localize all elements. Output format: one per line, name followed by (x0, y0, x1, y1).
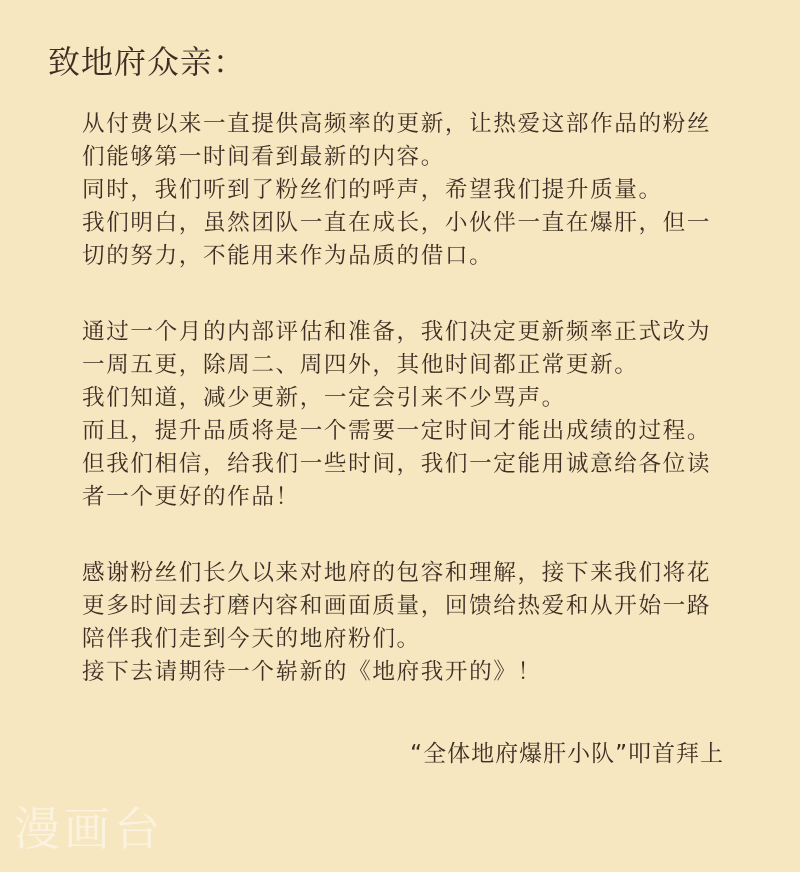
paragraph-line: 更多时间去打磨内容和画面质量，回馈给热爱和从开始一路 (82, 593, 712, 619)
paragraph-line: 我们知道，减少更新，一定会引来不少骂声。 (82, 385, 566, 411)
paragraph-line: 同时，我们听到了粉丝们的呼声，希望我们提升质量。 (82, 177, 663, 203)
paragraph-line: 切的努力，不能用来作为品质的借口。 (82, 243, 494, 269)
paragraph (82, 557, 742, 689)
paragraph-line: 感谢粉丝们长久以来对地府的包容和理解，接下来我们将花 (82, 560, 712, 586)
paragraph-line: 者一个更好的作品！ (82, 484, 300, 510)
paragraph-line: 但我们相信，给我们一些时间，我们一定能用诚意给各位读 (82, 451, 712, 477)
paragraph-line: 我们明白，虽然团队一直在成长，小伙伴一直在爆肝，但一 (82, 210, 712, 236)
paragraph-line: 一周五更，除周二、周四外，其他时间都正常更新。 (82, 352, 639, 378)
letter-body (82, 108, 742, 689)
paragraph (82, 108, 742, 273)
paragraph-line: 接下去请期待一个崭新的《地府我开的》！ (82, 659, 542, 685)
paragraph (82, 316, 742, 514)
paragraph-line: 从付费以来一直提供高频率的更新，让热爱这部作品的粉丝 (82, 111, 712, 137)
paragraph-line: 们能够第一时间看到最新的内容。 (82, 144, 445, 170)
paragraph-spacer (82, 273, 742, 316)
paragraph-line: 而且，提升品质将是一个需要一定时间才能出成绩的过程。 (82, 418, 712, 444)
salutation: 致地府众亲： (48, 43, 247, 81)
watermark-logo: 漫画台 (14, 802, 164, 856)
signature: “全体地府爆肝小队”叩首拜上 (410, 741, 724, 767)
paragraph-spacer (82, 514, 742, 557)
paragraph-line: 陪伴我们走到今天的地府粉们。 (82, 626, 421, 652)
paragraph-line: 通过一个月的内部评估和准备，我们决定更新频率正式改为 (82, 319, 712, 345)
